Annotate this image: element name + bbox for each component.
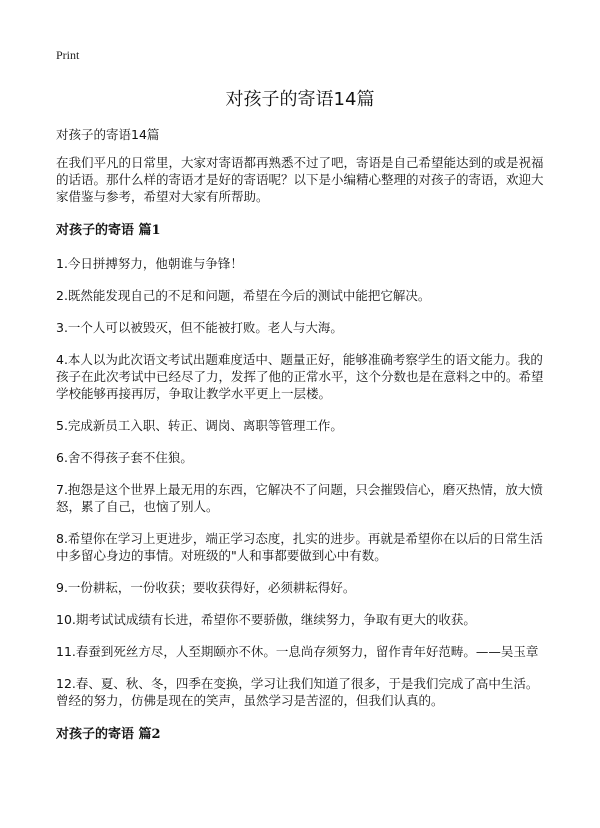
section-heading-1: 对孩子的寄语 篇1	[56, 223, 161, 238]
list-item: 2.既然能发现自己的不足和问题，希望在今后的测试中能把它解决。	[56, 288, 431, 303]
list-item: 4.本人以为此次语文考试出题难度适中、题量正好，能够准确考察学生的语文能力。我的孩子在此次考试中已经尽了力，发挥了他的正常水平，这个分数也是在意料之中的。希望学校能够再接再厉，争取让教学水平更上一层楼。	[56, 352, 544, 401]
page-title: 对孩子的寄语14篇	[225, 89, 375, 110]
list-item: 12.春、夏、秋、冬，四季在变换，学习让我们知道了很多，于是我们完成了高中生活。曾经的努力，仿佛是现在的笑声，虽然学习是苦涩的，但我们认真的。	[56, 676, 539, 708]
print-link[interactable]: Print	[56, 48, 80, 62]
list-item: 3.一个人可以被毁灭，但不能被打败。老人与大海。	[56, 320, 343, 335]
list-item: 5.完成新员工入职、转正、调岗、离职等管理工作。	[56, 418, 343, 433]
section-heading-2: 对孩子的寄语 篇2	[56, 727, 161, 742]
list-item: 1.今日拼搏努力，他朝谁与争锋！	[56, 256, 243, 271]
article-subtitle: 对孩子的寄语14篇	[56, 127, 160, 142]
list-item: 7.抱怨是这个世界上最无用的东西，它解决不了问题，只会摧毁信心，磨灭热情，放大愤怒，累了自己，也恼了别人。	[56, 482, 543, 514]
intro-paragraph: 在我们平凡的日常里，大家对寄语都再熟悉不过了吧，寄语是自己希望能达到的或是祝福的话语。那什么样的寄语才是好的寄语呢？以下是小编精心整理的对孩子的寄语，欢迎大家借鉴与参考，希望对大家有所帮助。	[56, 155, 544, 204]
list-item: 10.期考试试成绩有长进，希望你不要骄傲，继续努力，争取有更大的收获。	[56, 612, 476, 627]
list-item: 6.舍不得孩子套不住狼。	[56, 450, 193, 465]
list-item: 8.希望你在学习上更进步，端正学习态度，扎实的进步。再就是希望你在以后的日常生活中多留心身边的事情。对班级的"人和事都要做到心中有数。	[56, 531, 543, 563]
list-item: 9.一份耕耘，一份收获；要收获得好，必须耕耘得好。	[56, 580, 356, 595]
list-item: 11.春蚕到死丝方尽，人至期颐亦不休。一息尚存须努力，留作青年好范畴。——吴玉章	[56, 644, 539, 659]
section-1-list	[56, 255, 544, 709]
